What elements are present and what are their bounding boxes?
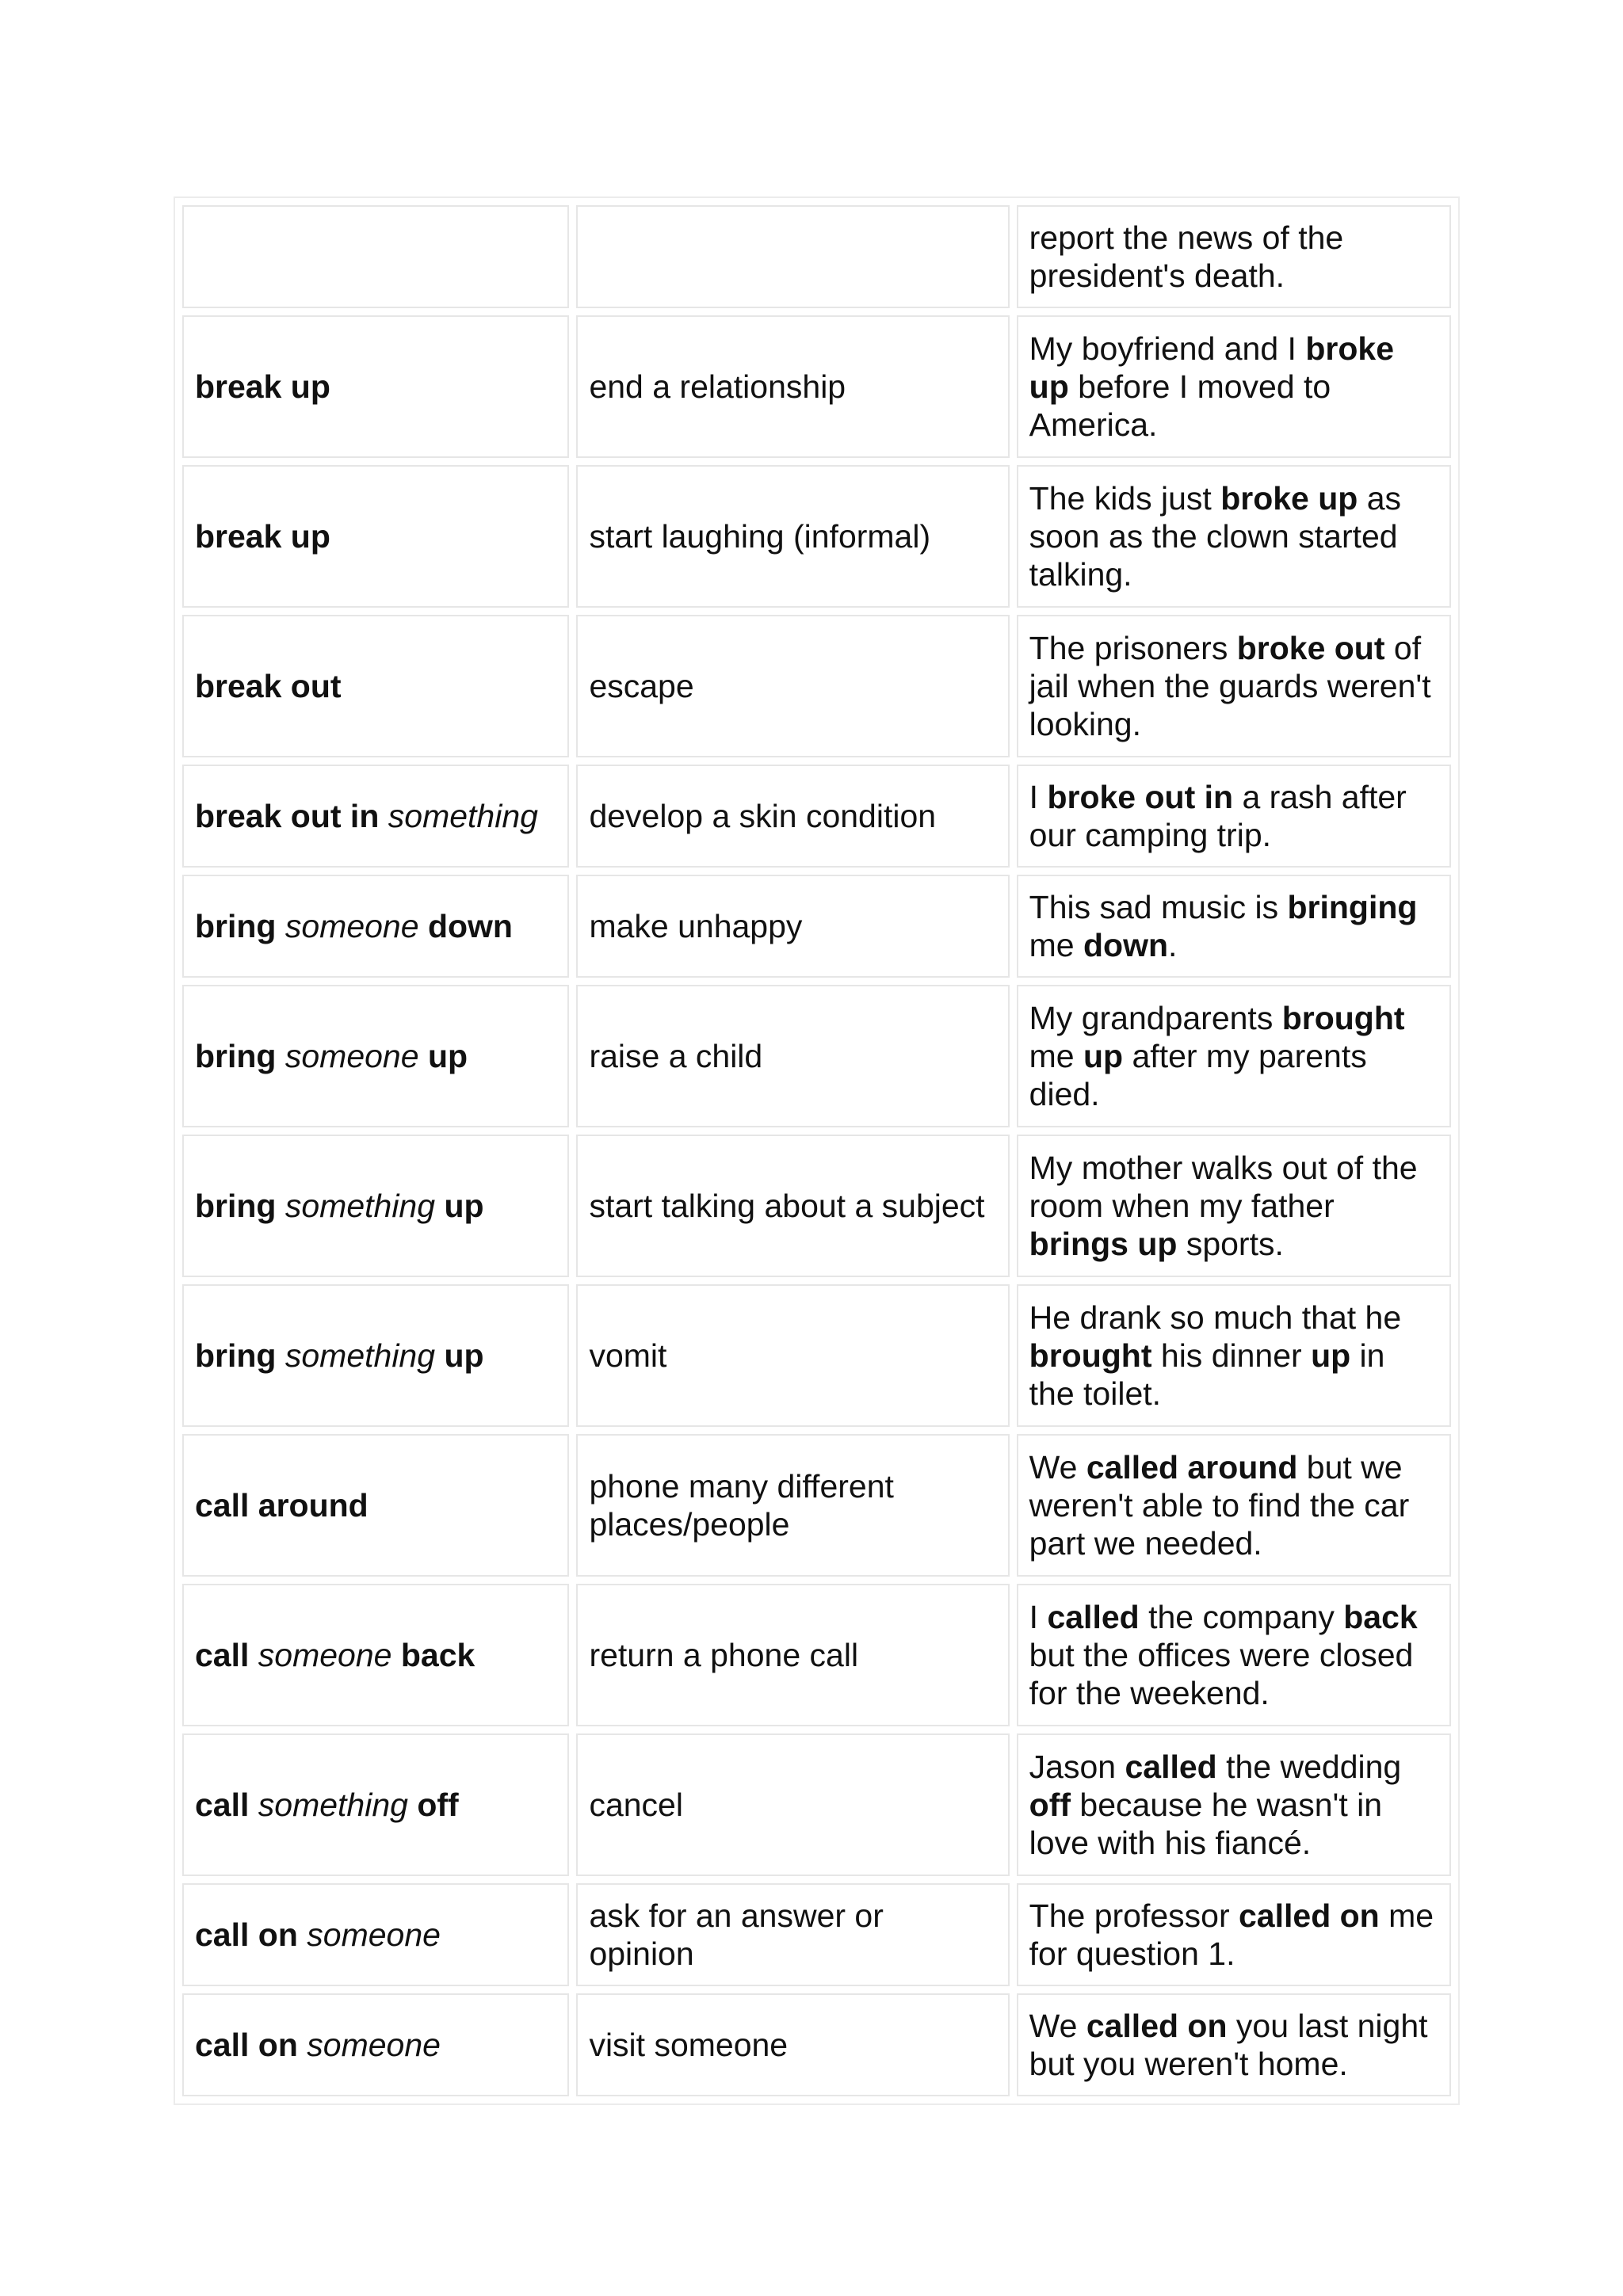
example-text-segment: a rash after our camping trip. [1029, 779, 1407, 853]
meaning-cell: visit someone [576, 1993, 1009, 2096]
verb-text-segment: call [195, 1637, 258, 1673]
phrasal-verb-cell [182, 1434, 569, 1577]
table-row [182, 615, 1451, 757]
example-text-segment: broke out [1236, 630, 1385, 666]
example-cell [1017, 315, 1451, 458]
table-row [182, 875, 1451, 978]
example-text-segment: My boyfriend and I [1029, 330, 1306, 367]
example-text-segment: My grandparents [1029, 1000, 1282, 1036]
phrasal-verb-cell [182, 1584, 569, 1726]
verb-text-segment: up [418, 1038, 468, 1074]
table-row [182, 465, 1451, 608]
example-text-segment: the company [1139, 1599, 1344, 1635]
example-text-segment: We [1029, 2008, 1086, 2044]
example-text-segment: as soon as the clown started talking. [1029, 480, 1402, 593]
example-text-segment: the wedding [1216, 1749, 1402, 1785]
example-cell [1017, 1993, 1451, 2096]
meaning-cell: raise a child [576, 985, 1009, 1127]
verb-text-segment: call on [195, 2027, 307, 2063]
example-text-segment: He drank so much that he [1029, 1299, 1402, 1336]
table-row [182, 315, 1451, 458]
meaning-cell: vomit [576, 1284, 1009, 1427]
verb-text-segment: bring [195, 1038, 285, 1074]
verb-text-segment: someone [307, 1917, 441, 1953]
phrasal-verb-cell [182, 315, 569, 458]
verb-text-segment: someone [258, 1637, 392, 1673]
example-text-segment: broke up [1220, 480, 1358, 517]
example-text-segment: up [1083, 1038, 1124, 1074]
example-text-segment: of jail when the guards weren't looking. [1029, 630, 1431, 742]
example-text-segment: called on [1086, 2008, 1228, 2044]
example-text-segment: me [1029, 927, 1084, 963]
example-cell [1017, 615, 1451, 757]
verb-text-segment: call around [195, 1487, 369, 1524]
example-text-segment: Jason [1029, 1749, 1125, 1785]
table-row [182, 985, 1451, 1127]
verb-text-segment: break up [195, 368, 330, 405]
example-text-segment: brings up [1029, 1226, 1178, 1262]
table-row [182, 1135, 1451, 1277]
example-text-segment: up [1311, 1337, 1351, 1374]
example-text-segment: broke out in [1047, 779, 1234, 815]
example-text-segment: called [1047, 1599, 1140, 1635]
table-row [182, 1733, 1451, 1876]
verb-text-segment: up [435, 1188, 484, 1224]
verb-text-segment: call [195, 1787, 258, 1823]
example-cell [1017, 765, 1451, 868]
verb-text-segment: break out [195, 668, 342, 704]
example-text-segment: but we weren't able to find the car part we needed. [1029, 1449, 1410, 1562]
table-row [182, 1584, 1451, 1726]
example-text-segment: bringing [1287, 889, 1418, 925]
verb-text-segment: break out in [195, 798, 388, 834]
example-text-segment: called [1125, 1749, 1217, 1785]
meaning-cell: escape [576, 615, 1009, 757]
meaning-cell: develop a skin condition [576, 765, 1009, 868]
phrasal-verb-cell [182, 765, 569, 868]
table-row [182, 765, 1451, 868]
table-row [182, 1434, 1451, 1577]
verb-text-segment: bring [195, 908, 285, 944]
verb-text-segment: bring [195, 1337, 285, 1374]
example-text-segment: but the offices were closed for the weekend. [1029, 1637, 1414, 1711]
phrasal-verb-cell [182, 465, 569, 608]
verb-text-segment: bring [195, 1188, 285, 1224]
example-text-segment: . [1168, 927, 1178, 963]
example-text-segment: broke up [1029, 330, 1394, 405]
example-text-segment: in the toilet. [1029, 1337, 1385, 1412]
example-text-segment: The kids just [1029, 480, 1221, 517]
example-text-segment: after my parents died. [1029, 1038, 1367, 1112]
phrasal-verb-cell [182, 1733, 569, 1876]
example-cell [1017, 875, 1451, 978]
meaning-cell: phone many different places/people [576, 1434, 1009, 1577]
verb-text-segment: up [435, 1337, 484, 1374]
phrasal-verb-cell [182, 985, 569, 1127]
verb-text-segment: back [391, 1637, 475, 1673]
verb-text-segment: someone [307, 2027, 441, 2063]
example-text-segment: We [1029, 1449, 1086, 1486]
phrasal-verb-cell [182, 205, 569, 308]
phrasal-verb-cell [182, 1993, 569, 2096]
example-text-segment: My mother walks out of the room when my father [1029, 1150, 1418, 1224]
meaning-cell: start talking about a subject [576, 1135, 1009, 1277]
example-text-segment: off [1029, 1787, 1071, 1823]
verb-text-segment: off [407, 1787, 459, 1823]
example-text-segment: called around [1086, 1449, 1298, 1486]
phrasal-verb-cell [182, 1883, 569, 1986]
example-text-segment: report the news of the president's death. [1029, 219, 1344, 294]
example-cell [1017, 1733, 1451, 1876]
phrasal-verbs-table [174, 196, 1460, 2105]
verb-text-segment: call on [195, 1917, 307, 1953]
table-row [182, 1284, 1451, 1427]
verb-text-segment: down [418, 908, 513, 944]
example-text-segment: me [1029, 1038, 1084, 1074]
table-row [182, 1883, 1451, 1986]
table-body [182, 205, 1451, 2096]
verb-text-segment: break up [195, 518, 330, 555]
example-text-segment: brought [1281, 1000, 1405, 1036]
meaning-cell: return a phone call [576, 1584, 1009, 1726]
example-text-segment: me for question 1. [1029, 1897, 1434, 1972]
verb-text-segment: something [258, 1787, 408, 1823]
meaning-cell: end a relationship [576, 315, 1009, 458]
example-text-segment: I [1029, 1599, 1048, 1635]
verb-text-segment: someone [285, 908, 419, 944]
example-cell [1017, 1883, 1451, 1986]
example-text-segment: The professor [1029, 1897, 1239, 1934]
example-text-segment: sports. [1177, 1226, 1284, 1262]
phrasal-verb-cell [182, 615, 569, 757]
phrasal-verb-cell [182, 1284, 569, 1427]
table-row [182, 1993, 1451, 2096]
example-cell [1017, 1584, 1451, 1726]
example-cell [1017, 1135, 1451, 1277]
phrasal-verb-cell [182, 875, 569, 978]
example-text-segment: you last night but you weren't home. [1029, 2008, 1428, 2082]
example-text-segment: his dinner [1151, 1337, 1312, 1374]
example-cell [1017, 465, 1451, 608]
verb-text-segment: something [388, 798, 538, 834]
meaning-cell: make unhappy [576, 875, 1009, 978]
meaning-cell: cancel [576, 1733, 1009, 1876]
verb-text-segment: something [285, 1337, 436, 1374]
example-cell [1017, 1284, 1451, 1427]
meaning-cell: ask for an answer or opinion [576, 1883, 1009, 1986]
example-cell [1017, 985, 1451, 1127]
example-text-segment: back [1343, 1599, 1418, 1635]
example-cell [1017, 205, 1451, 308]
example-cell [1017, 1434, 1451, 1577]
example-text-segment: down [1083, 927, 1169, 963]
example-text-segment: The prisoners [1029, 630, 1237, 666]
example-text-segment: I [1029, 779, 1048, 815]
example-text-segment: brought [1029, 1337, 1152, 1374]
meaning-cell: start laughing (informal) [576, 465, 1009, 608]
phrasal-verb-cell [182, 1135, 569, 1277]
verb-text-segment: someone [285, 1038, 419, 1074]
meaning-cell [576, 205, 1009, 308]
example-text-segment: called on [1239, 1897, 1380, 1934]
table-row [182, 205, 1451, 308]
example-text-segment: This sad music is [1029, 889, 1288, 925]
example-text-segment: before I moved to America. [1029, 368, 1331, 443]
verb-text-segment: something [285, 1188, 436, 1224]
example-text-segment: because he wasn't in love with his fiancé. [1029, 1787, 1383, 1861]
